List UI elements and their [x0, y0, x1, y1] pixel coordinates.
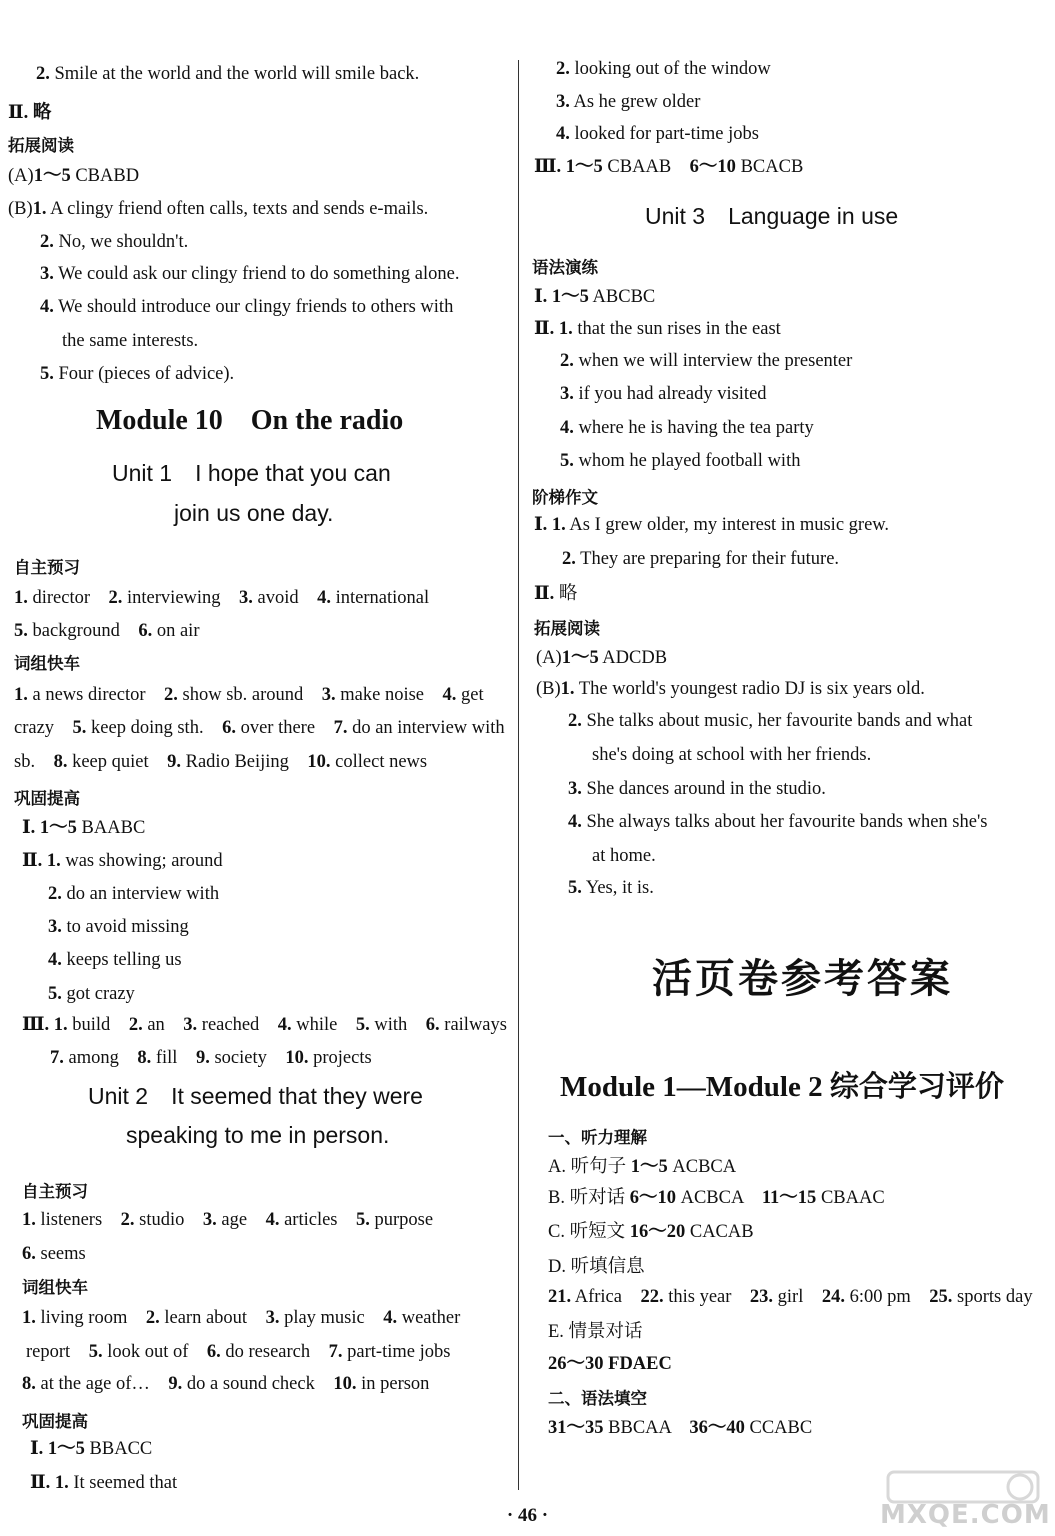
answer-line: 2. when we will interview the presenter: [560, 351, 853, 371]
answer-line: 3. if you had already visited: [560, 384, 767, 404]
answer-line: 2. do an interview with: [48, 884, 220, 904]
answer-line: Ⅰ. 1. As I grew older, my interest in music grew.: [534, 515, 890, 535]
answer-line: Ⅰ. 1～5 BAABC: [22, 818, 146, 838]
answer-line: (A)1～5 CBABD: [8, 166, 140, 186]
answer-line: 5. Four (pieces of advice).: [40, 364, 235, 384]
section-heading: 一、听力理解: [548, 1128, 647, 1147]
watermark-text: MXQE.COM: [880, 1500, 1051, 1530]
answer-line: sb. 8. keep quiet 9. Radio Beijing 10. collect news: [14, 752, 428, 772]
section-heading: 拓展阅读: [534, 619, 600, 638]
section-heading: 语法演练: [532, 258, 598, 277]
answer-line: Ⅰ. 1～5 ABCBC: [534, 287, 656, 307]
unit-title: Unit 2 It seemed that they were: [88, 1083, 423, 1109]
answer-line: Ⅱ. 1. that the sun rises in the east: [534, 319, 781, 339]
answer-line: 4. looked for part-time jobs: [556, 124, 759, 144]
answer-line: (B)1. The world's youngest radio DJ is six years old.: [536, 679, 925, 699]
answer-line: 4. She always talks about her favourite bands when she's: [568, 812, 988, 832]
answer-line: the same interests.: [62, 331, 199, 351]
answer-line: 6. seems: [22, 1244, 86, 1264]
answer-line: 5. background 6. on air: [14, 621, 200, 641]
section-heading: 巩固提高: [14, 789, 80, 808]
answer-line: C. 听短文 16～20 CACAB: [548, 1222, 754, 1242]
section-heading: 自主预习: [22, 1182, 88, 1201]
answer-line: 8. at the age of… 9. do a sound check 10. in person: [22, 1374, 430, 1394]
section-banner: 活页卷参考答案: [652, 955, 953, 1002]
answer-line: 5. got crazy: [48, 984, 135, 1004]
answer-line: 4. where he is having the tea party: [560, 418, 814, 438]
answer-line: E. 情景对话: [548, 1322, 643, 1342]
answer-line: 4. keeps telling us: [48, 950, 182, 970]
answer-line: 21. Africa 22. this year 23. girl 24. 6:00 pm 25. sports day: [548, 1287, 1033, 1307]
module-title: Module 10 On the radio: [96, 405, 404, 436]
section-heading: 词组快车: [14, 654, 80, 673]
answer-line: A. 听句子 1～5 ACBCA: [548, 1157, 737, 1177]
answer-line: 1. a news director 2. show sb. around 3. make noise 4. get: [14, 685, 484, 705]
answer-line: Ⅱ. 1. was showing; around: [22, 851, 223, 871]
answer-line: 2. No, we shouldn't.: [40, 232, 189, 252]
section-heading: 拓展阅读: [8, 136, 74, 155]
column-divider: [518, 60, 519, 1490]
answer-line: 31～35 BBCAA 36～40 CCABC: [548, 1418, 813, 1438]
answer-line: report 5. look out of 6. do research 7. part-time jobs: [26, 1342, 451, 1362]
answer-line: (A)1～5 ADCDB: [536, 648, 668, 668]
page-number: · 46 ·: [506, 1505, 549, 1526]
answer-line: 3. We could ask our clingy friend to do something alone.: [40, 264, 460, 284]
answer-line: 2. She talks about music, her favourite bands and what: [568, 711, 973, 731]
answer-line: 3. She dances around in the studio.: [568, 779, 826, 799]
answer-line: B. 听对话 6～10 ACBCA 11～15 CBAAC: [548, 1188, 885, 1208]
answer-line: 2. looking out of the window: [556, 59, 771, 79]
answer-line: 1. living room 2. learn about 3. play music 4. weather: [22, 1308, 461, 1328]
answer-line: crazy 5. keep doing sth. 6. over there 7. do an interview with: [14, 718, 505, 738]
answer-line: Ⅱ. 略: [534, 584, 578, 604]
answer-line: 26～30 FDAEC: [548, 1354, 672, 1374]
answer-line: (B)1. A clingy friend often calls, texts and sends e-mails.: [8, 199, 429, 219]
answer-line: 5. whom he played football with: [560, 451, 801, 471]
answer-line: Ⅰ. 1～5 BBACC: [30, 1439, 153, 1459]
answer-line: 1. listeners 2. studio 3. age 4. articles 5. purpose: [22, 1210, 434, 1230]
module-title: Module 1—Module 2 综合学习评价: [560, 1071, 1004, 1103]
section-heading: 阶梯作文: [532, 488, 598, 507]
answer-line: 4. We should introduce our clingy friends to others with: [40, 297, 454, 317]
answer-line: 3. to avoid missing: [48, 917, 189, 937]
unit-title: speaking to me in person.: [126, 1122, 390, 1148]
unit-title: Unit 1 I hope that you can: [112, 460, 391, 486]
answer-line: 7. among 8. fill 9. society 10. projects: [50, 1048, 372, 1068]
unit-title: Unit 3 Language in use: [645, 203, 899, 229]
answer-line: 5. Yes, it is.: [568, 878, 654, 898]
answer-line: D. 听填信息: [548, 1257, 645, 1277]
section-heading: 二、语法填空: [548, 1389, 647, 1408]
answer-line: 2. They are preparing for their future.: [562, 549, 840, 569]
answer-line: 3. As he grew older: [556, 92, 701, 112]
answer-line: Ⅱ. 略: [8, 103, 52, 123]
answer-line: Ⅲ. 1. build 2. an 3. reached 4. while 5. with 6. railways: [22, 1015, 507, 1035]
answer-line: 1. director 2. interviewing 3. avoid 4. international: [14, 588, 430, 608]
answer-line: she's doing at school with her friends.: [592, 745, 872, 765]
section-heading: 词组快车: [22, 1278, 88, 1297]
answer-line: 2. Smile at the world and the world will smile back.: [36, 64, 420, 84]
answer-line: at home.: [592, 846, 656, 866]
unit-title: join us one day.: [174, 500, 334, 526]
section-heading: 巩固提高: [22, 1412, 88, 1431]
answer-line: Ⅱ. 1. It seemed that: [30, 1473, 178, 1493]
answer-line: Ⅲ. 1～5 CBAAB 6～10 BCACB: [534, 157, 804, 177]
section-heading: 自主预习: [14, 558, 80, 577]
